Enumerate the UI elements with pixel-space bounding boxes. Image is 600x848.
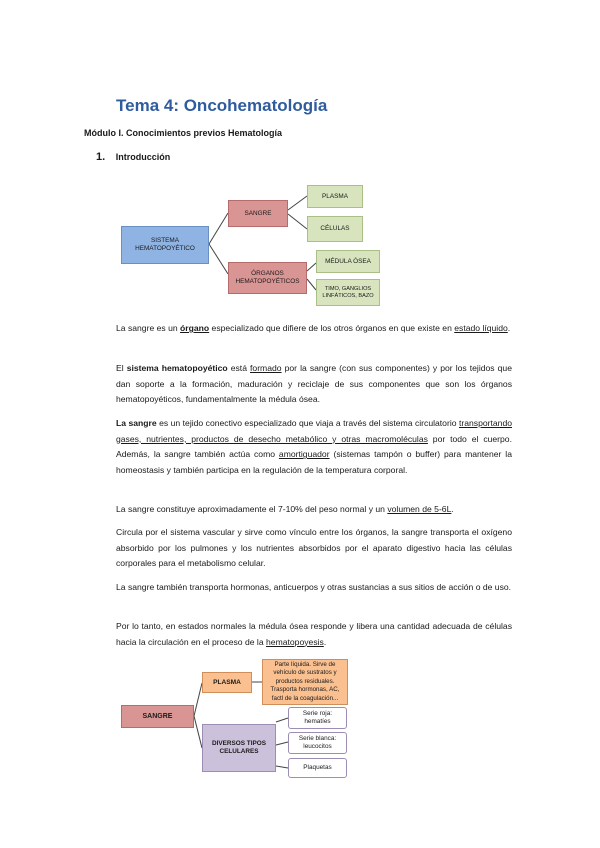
- diagram-box-plaquetas: Plaquetas: [288, 758, 347, 778]
- diagram-box-plasma-desc: Parte líquida. Sirve de vehículo de sustratos y productos residuales. Trasporta hormonas, AC, factl de la coagulación...: [262, 659, 348, 705]
- diagram-box-sistema: SISTEMA HEMATOPOYÉTICO: [121, 226, 209, 264]
- connector-line: [276, 742, 288, 745]
- diagram-box-plasma: PLASMA: [307, 185, 363, 208]
- paragraph-2: El sistema hematopoyético está formado por la sangre (con sus componentes) y por los tejidos que dan soporte a la formación, maduración y reciclaje de sus componentes que son los órganos hematopoyéticos, fundamentalmente la médula ósea.: [116, 363, 512, 405]
- diagram-box-medula: MÉDULA ÓSEA: [316, 250, 380, 273]
- paragraph-4: La sangre constituye aproximadamente el 7-10% del peso normal y un volumen de 5-6L.: [116, 504, 454, 514]
- paragraph-3: La sangre es un tejido conectivo especializado que viaja a través del sistema circulatorio transportando gases, nutrientes, productos de desecho metabólico y otras macromoléculas por todo el cuerpo. Además, la sangre también actúa como amortiguador (sistemas tampón o buffer) para mantener la homeostasis y también participa en la regulación de la temperatura corporal.: [116, 418, 512, 475]
- diagram-box-serie-roja: Serie roja: hematíes: [288, 707, 347, 729]
- diagram-box-sangre-2: SANGRE: [121, 705, 194, 728]
- connector-line: [288, 214, 307, 229]
- paragraph-6: La sangre también transporta hormonas, anticuerpos y otras sustancias a sus sitios de acción o de uso.: [116, 582, 512, 592]
- diagram-box-celulas: CÉLULAS: [307, 216, 363, 242]
- diagram-box-organos: ÓRGANOS HEMATOPOYÉTICOS: [228, 262, 307, 294]
- section-label: Introducción: [115, 152, 171, 162]
- diagram-box-diversos: DIVERSOS TIPOS CELULARES: [202, 724, 276, 772]
- connector-line: [209, 244, 228, 274]
- connector-line: [194, 716, 202, 748]
- section-heading: [96, 151, 170, 163]
- connector-line: [194, 683, 202, 716]
- connector-line: [209, 213, 228, 244]
- paragraph-1: La sangre es un órgano especializado que difiere de los otros órganos en que existe en estado líquido.: [116, 323, 511, 333]
- paragraph-7: Por lo tanto, en estados normales la médula ósea responde y libera una cantidad adecuada de células hacia la circulación en el proceso de la hematopoyesis.: [116, 621, 512, 647]
- connector-line: [307, 263, 316, 271]
- paragraph-5: Circula por el sistema vascular y sirve como vínculo entre los órganos, la sangre transporta el oxígeno absorbido por los pulmones y los nutrientes absorbidos por el aparato digestivo hacia las células corporales para el metabolismo celular.: [116, 527, 512, 569]
- connector-line: [288, 196, 307, 210]
- module-heading: Módulo I. Conocimientos previos Hematología: [84, 128, 283, 138]
- diagram-box-serie-blanca: Serie blanca: leucocitos: [288, 732, 347, 754]
- page-title: Tema 4: Oncohematología: [116, 96, 328, 115]
- diagram-box-sangre: SANGRE: [228, 200, 288, 227]
- connector-line: [276, 718, 288, 722]
- diagram-box-timo: TIMO, GANGLIOS LINFÁTICOS, BAZO: [316, 279, 380, 306]
- diagram-box-plasma-2: PLASMA: [202, 672, 252, 693]
- connector-line: [276, 766, 288, 768]
- connector-line: [307, 279, 316, 290]
- section-number: 1.: [96, 151, 106, 163]
